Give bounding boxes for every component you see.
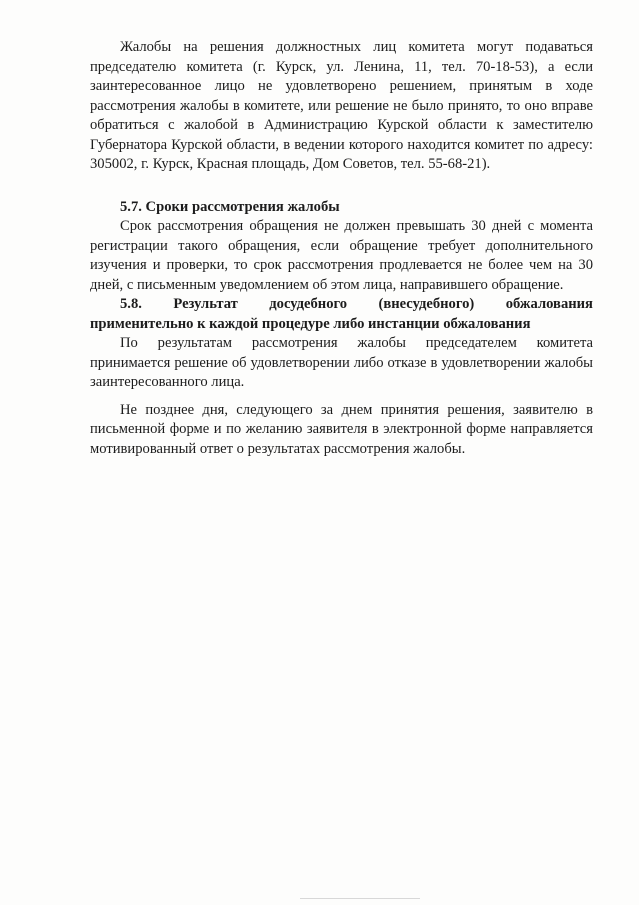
section-5-8-heading bbox=[90, 295, 593, 334]
section-5-8-heading-rest: применительно к каждой процедуре либо инстанции обжалования bbox=[90, 315, 531, 332]
section-5-8-text-decision: По результатам рассмотрения жалобы председателем комитета принимается решение об удовлетворении либо отказе в удовлетворении жалобы заинтересованного лица. bbox=[90, 335, 593, 390]
section-5-8-word: досудебного bbox=[269, 296, 348, 312]
section-5-8-word: (внесудебного) bbox=[378, 296, 475, 312]
paragraph-complaint-to-chairman: Жалобы на решения должностных лиц комитета могут подаваться председателю комитета (г. Курск, ул. Ленина, 11, тел. 70-18-53), а если заинтересованное лицо не удовлетворено решением, принятым в ходе рассмотрения жалобы в комитете, или решение не было принято, то оно вправе обратиться с жалобой в Администрацию Курской области к заместителю Губернатора Курской области, в ведении которого находится комитет по адресу: 305002, г. Курск, Красная площадь, Дом Советов, тел. 55-68-21). bbox=[90, 39, 593, 172]
scan-edge-line bbox=[300, 898, 420, 899]
section-5-8-number: 5.8. bbox=[120, 296, 142, 312]
section-5-7-text: Срок рассмотрения обращения не должен превышать 30 дней с момента регистрации такого обращения, если обращение требует дополнительного изучения и проверки, то срок рассмотрения продлевается не более чем на 30 дней, с письменным уведомлением об этом лица, направившего обращение. bbox=[90, 218, 593, 293]
section-5-8-text-response: Не позднее дня, следующего за днем принятия решения, заявителю в письменной форме и по желанию заявителя в электронной форме направляется мотивированный ответ о результатах рассмотрения жалобы. bbox=[90, 401, 593, 457]
document-body bbox=[90, 38, 593, 459]
section-5-8-word: обжалования bbox=[505, 296, 593, 312]
section-5-8-word: Результат bbox=[173, 296, 238, 312]
section-5-8-heading-line bbox=[90, 295, 593, 315]
section-5-7-heading: 5.7. Сроки рассмотрения жалобы bbox=[120, 198, 340, 215]
